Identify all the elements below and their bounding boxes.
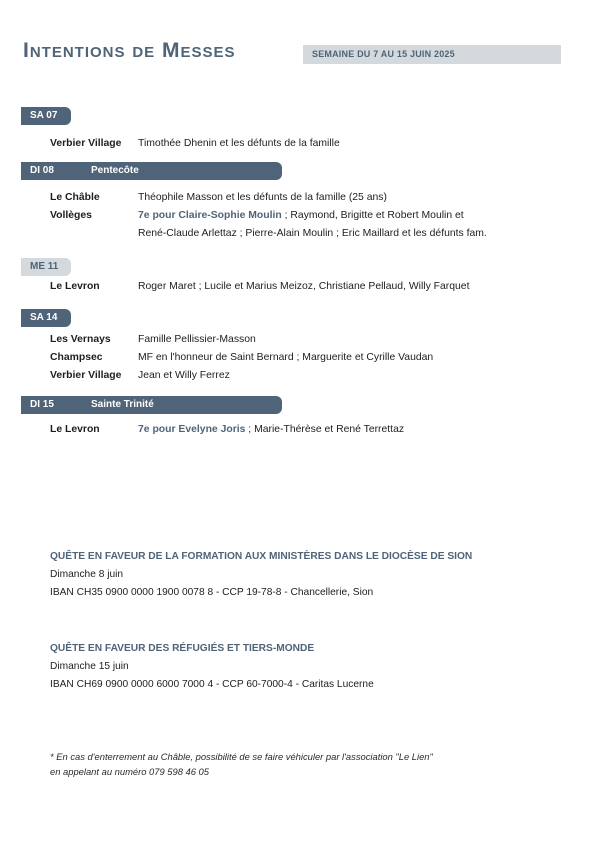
place-label: Les Vernays (50, 334, 111, 345)
day-label: SA 07 (30, 110, 58, 121)
intention-text: Roger Maret ; Lucile et Marius Meizoz, Christiane Pellaud, Willy Farquet (138, 281, 470, 292)
intention-text-rest: ; Raymond, Brigitte et Robert Moulin et (281, 210, 464, 221)
collection-date: Dimanche 15 juin (50, 661, 129, 672)
intention-text: Jean et Willy Ferrez (138, 370, 230, 381)
intention-text: MF en l'honneur de Saint Bernard ; Marguerite et Cyrille Vaudan (138, 352, 434, 363)
feast-label: Pentecôte (91, 165, 139, 176)
intention-text-rest: ; Marie-Thérèse et René Terrettaz (245, 424, 405, 435)
place-label: Le Levron (50, 424, 100, 435)
intention-text: Famille Pellissier-Masson (138, 334, 256, 345)
day-badge-di08 (21, 162, 282, 180)
place-label: Le Châble (50, 192, 100, 203)
day-label: DI 08 (30, 165, 54, 176)
day-badge-sa07 (21, 107, 71, 125)
seventh-highlight: 7e pour Evelyne Joris (138, 424, 246, 435)
collection-title: QUÊTE EN FAVEUR DE LA FORMATION AUX MINISTÈRES DANS LE DIOCÈSE DE SION (50, 551, 473, 562)
page-title: Intentions de Messes (23, 39, 236, 62)
day-label: SA 14 (30, 312, 58, 323)
collection-iban: IBAN CH69 0900 0000 6000 7000 4 - CCP 60-7000-4 - Caritas Lucerne (50, 679, 374, 690)
day-badge-sa14 (21, 309, 71, 327)
place-label: Verbier Village (50, 370, 122, 381)
footnote-line: * En cas d'enterrement au Châble, possibilité de se faire véhiculer par l'association "Le Lien" (50, 751, 433, 762)
collection-date: Dimanche 8 juin (50, 569, 124, 580)
intention-text: Timothée Dhenin et les défunts de la famille (138, 138, 340, 149)
intention-text-continued: René-Claude Arlettaz ; Pierre-Alain Moulin ; Eric Maillard et les défunts fam. (138, 228, 487, 239)
day-badge-di15 (21, 396, 282, 414)
collection-iban: IBAN CH35 0900 0000 1900 0078 8 - CCP 19-78-8 - Chancellerie, Sion (50, 587, 374, 598)
day-label: DI 15 (30, 399, 54, 410)
footnote-line: en appelant au numéro 079 598 46 05 (50, 766, 209, 777)
intention-text (138, 421, 404, 439)
place-label: Verbier Village (50, 138, 122, 149)
seventh-highlight: 7e pour Claire-Sophie Moulin (138, 210, 282, 221)
place-label: Champsec (50, 352, 103, 363)
feast-label: Sainte Trinité (91, 399, 154, 410)
week-banner: SEMAINE DU 7 AU 15 JUIN 2025 (303, 45, 561, 64)
intention-text (138, 207, 464, 225)
intention-text: Théophile Masson et les défunts de la famille (25 ans) (138, 192, 387, 203)
collection-title: QUÊTE EN FAVEUR DES RÉFUGIÉS ET TIERS-MONDE (50, 643, 315, 654)
place-label: Vollèges (50, 210, 92, 221)
place-label: Le Levron (50, 281, 100, 292)
day-badge-me11 (21, 258, 71, 276)
day-label: ME 11 (30, 261, 59, 272)
